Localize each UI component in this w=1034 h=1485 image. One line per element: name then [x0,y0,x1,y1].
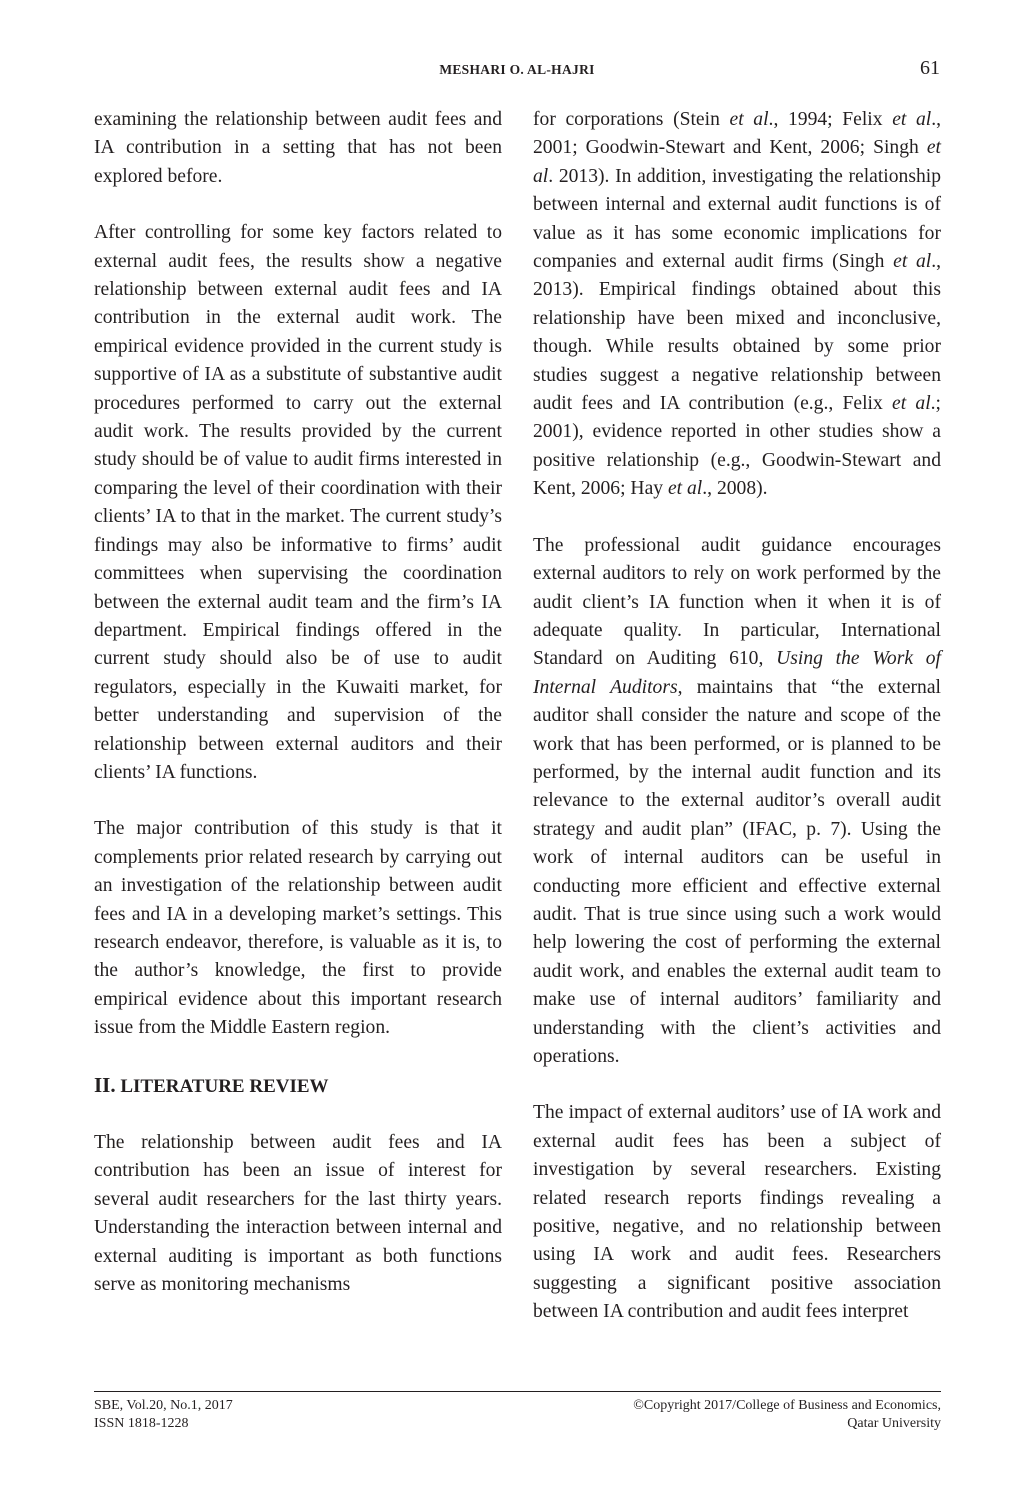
page-number: 61 [920,57,940,79]
italic-run: et al [667,478,703,500]
text-run: . 2013). In addition, investigating the relationship between internal and external audit functions is of value as it has some economic implications for companies and external audit firms (Singh [533,165,941,273]
left-column [94,106,502,1299]
text-run: for corporations (Stein [533,109,730,130]
paragraph [533,106,941,504]
text-run: , maintains that “the external auditor shall consider the nature and scope of the work that has been performed, or is planned to be performed, by the internal audit function and its relevance to the external auditor’s overall audit strategy and audit plan” (IFAC, p. 7). Using the work of internal auditors can be useful in conducting more efficient and effective external audit. That is true since using such a work would help lowering the cost of performing the external audit work, and enables the external audit team to make use of internal auditors’ familiarity and understanding with the client’s activities and operations. [533,676,941,1067]
university: Qatar University [847,1416,941,1431]
paragraph: The relationship between audit fees and IA contribution has been an issue of interest for several audit researchers for the last thirty years. Understanding the interaction between internal and external auditing is important as both functions serve as monitoring mechanisms [94,1132,502,1296]
right-column [533,106,941,1327]
paragraph [533,532,941,1072]
italic-run: et al [892,393,931,415]
section-number: II. [94,1072,116,1097]
footer-right [633,1397,941,1433]
journal-citation: SBE, Vol.20, No.1, 2017 [94,1398,233,1413]
italic-run: et al [729,109,769,130]
text-run: ., 2013). Empirical findings obtained about this relationship have been mixed and inconclusive, though. While results obtained by some prior studies suggest a negative relationship between audit fees and IA contribution (e.g., Felix [533,251,941,415]
issn: ISSN 1818-1228 [94,1416,189,1431]
italic-run: Using the Work of Internal Auditors [533,648,942,698]
italic-run: et al [893,251,932,273]
section-title: LITERATURE REVIEW [120,1075,329,1097]
running-head: MESHARI O. AL-HAJRI [439,62,595,77]
copyright: ©Copyright 2017/College of Business and Economics, [633,1398,941,1413]
paragraph: The impact of external auditors’ use of IA work and external audit fees has been a subject of investigation by several researchers. Existing related research reports findings revealing a positive, negative, and no relationship between using IA work and audit fees. Researchers suggesting a significant positive association between IA contribution and audit fees interpret [533,1102,941,1323]
text-run: .; 2001), evidence reported in other studies show a positive relationship (e.g., Goodwin-Stewart and Kent, 2006; Hay [533,393,941,500]
paragraph: The major contribution of this study is that it complements prior related research by carrying out an investigation of the relationship between audit fees and IA in a developing market’s settings. This research endeavor, therefore, is valuable as it is, to the author’s knowledge, the first to provide empirical evidence about this important research issue from the Middle Eastern region. [94,818,502,1039]
paragraph: After controlling for some key factors related to external audit fees, the results show a negative relationship between external audit fees and IA contribution in the external audit work. The empirical evidence provided in the current study is supportive of IA as a substitute of substantive audit procedures performed to carry out the external audit work. The results provided by the current study should be of value to audit firms interested in comparing the level of their coordination with their clients’ IA to that in the market. The current study’s findings may also be informative to firms’ audit committees when supervising the coordination between the external audit team and the firm’s IA department. Empirical findings offered in the current study should also be of use to audit regulators, especially in the Kuwaiti market, for better understanding and supervision of the relationship between external auditors and their clients’ IA functions. [94,222,502,783]
text-run: ., 1994; Felix [768,109,893,130]
text-run: ., 2008). [702,478,768,500]
footer-left [94,1397,233,1433]
footer-rule [94,1391,941,1392]
italic-run: et al [892,109,932,130]
text-run: ., 2001; Goodwin-Stewart and Kent, 2006; Singh [533,109,942,159]
text-run: The professional audit guidance encourages external auditors to rely on work performed by the audit client’s IA function when it when it is of adequate quality. In particular, International Standard on Auditing 610, [533,534,941,670]
italic-run: et al [533,137,941,187]
section-heading [94,1071,502,1101]
paragraph: examining the relationship between audit fees and IA contribution in a setting that has not been explored before. [94,109,502,187]
